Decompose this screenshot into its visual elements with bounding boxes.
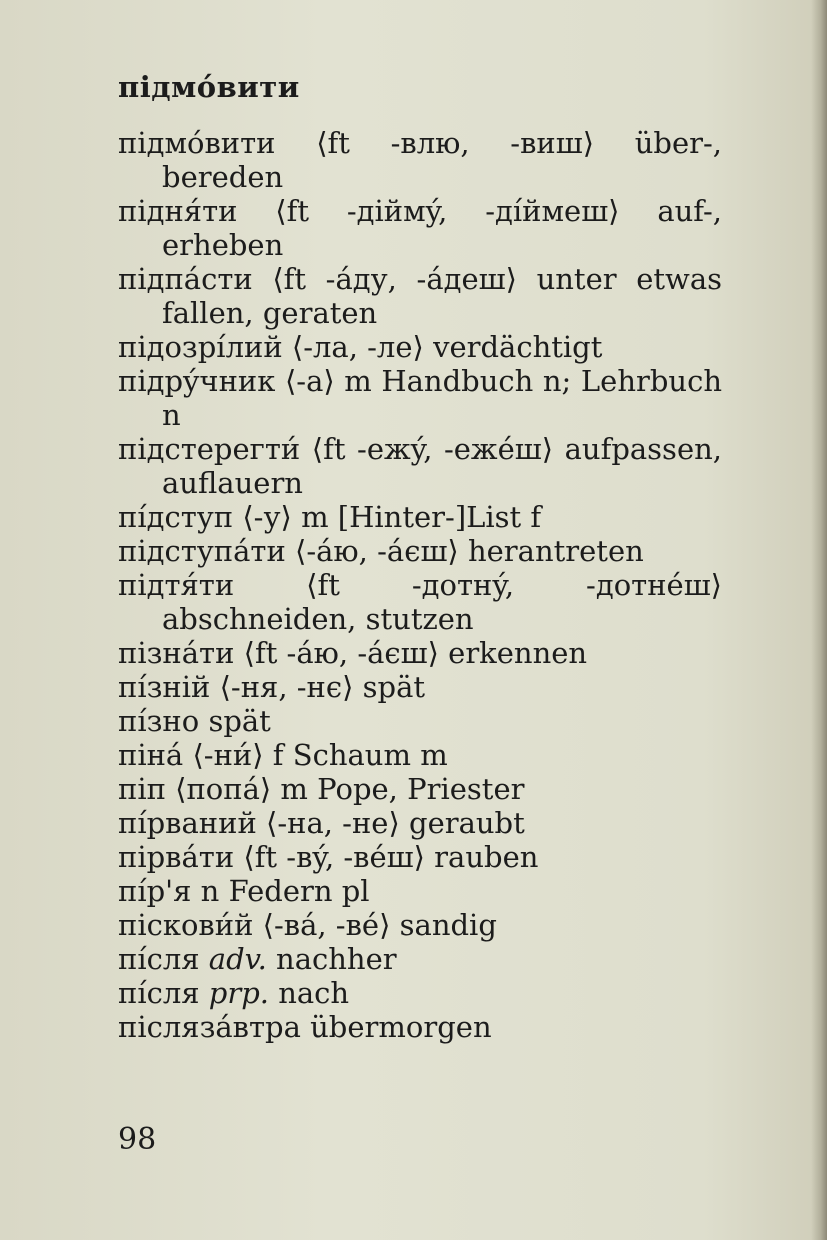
dictionary-entry <box>118 330 722 364</box>
entry-headword: підозрі́лий <box>118 330 283 364</box>
entry-headword: пізнáти <box>118 636 235 670</box>
entry-headword: підня́ти <box>118 194 238 228</box>
entry-translation: Federn pl <box>228 874 370 908</box>
entry-translation: geraubt <box>409 806 525 840</box>
entry-translation: aufpassen, auflauern <box>162 432 723 500</box>
dictionary-entry <box>118 772 722 806</box>
entry-headword: пі́р'я <box>118 874 192 908</box>
entry-grammar: ⟨попá⟩ m <box>175 772 308 806</box>
entry-headword: підрýчник <box>118 364 276 398</box>
entry-translation: unter etwas fallen, geraten <box>162 262 723 330</box>
entry-headword: підпáсти <box>118 262 253 296</box>
entry-translation: spät <box>208 704 271 738</box>
entry-translation: Handbuch n; Lehrbuch n <box>162 364 723 432</box>
entry-translation: abschneiden, stutzen <box>162 602 474 636</box>
entry-translation: Schaum m <box>292 738 448 772</box>
entry-grammar: prp. <box>208 976 269 1010</box>
entry-translation: spät <box>362 670 426 704</box>
entry-grammar: n <box>200 874 220 908</box>
entry-headword: пі́зній <box>118 670 211 704</box>
dictionary-entry <box>118 364 722 432</box>
entry-grammar: ⟨-у⟩ m <box>242 500 329 534</box>
dictionary-entry <box>118 704 722 738</box>
entry-headword: пірвáти <box>118 840 235 874</box>
entry-translation: über-, bereden <box>162 126 722 194</box>
entry-grammar: ⟨ft -дотнý, -дотнéш⟩ <box>306 568 722 602</box>
entry-translation: verdächtigt <box>433 330 603 364</box>
entry-headword: піскови́й <box>118 908 254 942</box>
dictionary-entry <box>118 126 722 194</box>
dictionary-entry <box>118 806 722 840</box>
entry-translation: sandig <box>399 908 497 942</box>
page-number: 98 <box>118 1122 157 1157</box>
entry-grammar: ⟨-ня, -нє⟩ <box>219 670 354 704</box>
dictionary-entry <box>118 976 722 1010</box>
entry-headword: підмóвити <box>118 126 276 160</box>
book-spine-shadow <box>811 0 827 1240</box>
entry-headword: підстерегти́ <box>118 432 301 466</box>
entry-translation: nachher <box>276 942 397 976</box>
entry-headword: підступáти <box>118 534 286 568</box>
entry-translation: herantreten <box>467 534 644 568</box>
entry-grammar: ⟨-вá, -вé⟩ <box>262 908 391 942</box>
dictionary-entry <box>118 908 722 942</box>
entry-headword: пі́рваний <box>118 806 257 840</box>
dictionary-entry <box>118 1010 722 1044</box>
entry-headword: пі́сля <box>118 942 200 976</box>
entry-grammar: ⟨-на, -не⟩ <box>266 806 400 840</box>
dictionary-entry <box>118 738 722 772</box>
dictionary-entry <box>118 568 722 636</box>
dictionary-entry <box>118 262 722 330</box>
dictionary-entry <box>118 942 722 976</box>
entry-headword: пінá <box>118 738 184 772</box>
dictionary-entry <box>118 636 722 670</box>
running-head: підмóвити <box>118 70 300 104</box>
entry-headword: підтя́ти <box>118 568 235 602</box>
entry-headword: піп <box>118 772 166 806</box>
entry-list <box>118 126 722 1044</box>
entry-grammar: ⟨ft -áю, -áєш⟩ <box>243 636 439 670</box>
dictionary-entry <box>118 500 722 534</box>
dictionary-entry <box>118 194 722 262</box>
entry-grammar: ⟨ft -ежý, -ежéш⟩ <box>311 432 554 466</box>
entry-translation: auf-, erheben <box>162 194 722 262</box>
entry-grammar: ⟨ft -вý, -вéш⟩ <box>243 840 425 874</box>
entry-translation: rauben <box>434 840 539 874</box>
entry-grammar: ⟨-áю, -áєш⟩ <box>295 534 459 568</box>
dictionary-entry <box>118 670 722 704</box>
entry-translation: [Hinter-]List f <box>337 500 542 534</box>
dictionary-entry <box>118 840 722 874</box>
entry-headword: післязáвтра <box>118 1010 301 1044</box>
entry-grammar: ⟨ft -влю, -виш⟩ <box>316 126 595 160</box>
entry-grammar: ⟨ft -áду, -áдеш⟩ <box>272 262 517 296</box>
entry-grammar: ⟨-ни́⟩ f <box>192 738 284 772</box>
entry-grammar: adv. <box>208 942 267 976</box>
entry-translation: erkennen <box>448 636 588 670</box>
entry-translation: übermorgen <box>310 1010 492 1044</box>
dictionary-entry <box>118 432 722 500</box>
entry-translation: nach <box>278 976 350 1010</box>
entry-grammar: ⟨ft -діймý, -ді́ймеш⟩ <box>275 194 620 228</box>
dictionary-entry <box>118 874 722 908</box>
entry-grammar: ⟨-ла, -ле⟩ <box>291 330 424 364</box>
entry-headword: пі́сля <box>118 976 200 1010</box>
entry-grammar: ⟨-а⟩ m <box>284 364 372 398</box>
entry-translation: Pope, Priester <box>317 772 525 806</box>
entry-headword: пі́зно <box>118 704 200 738</box>
entry-headword: пі́дступ <box>118 500 234 534</box>
dictionary-entry <box>118 534 722 568</box>
